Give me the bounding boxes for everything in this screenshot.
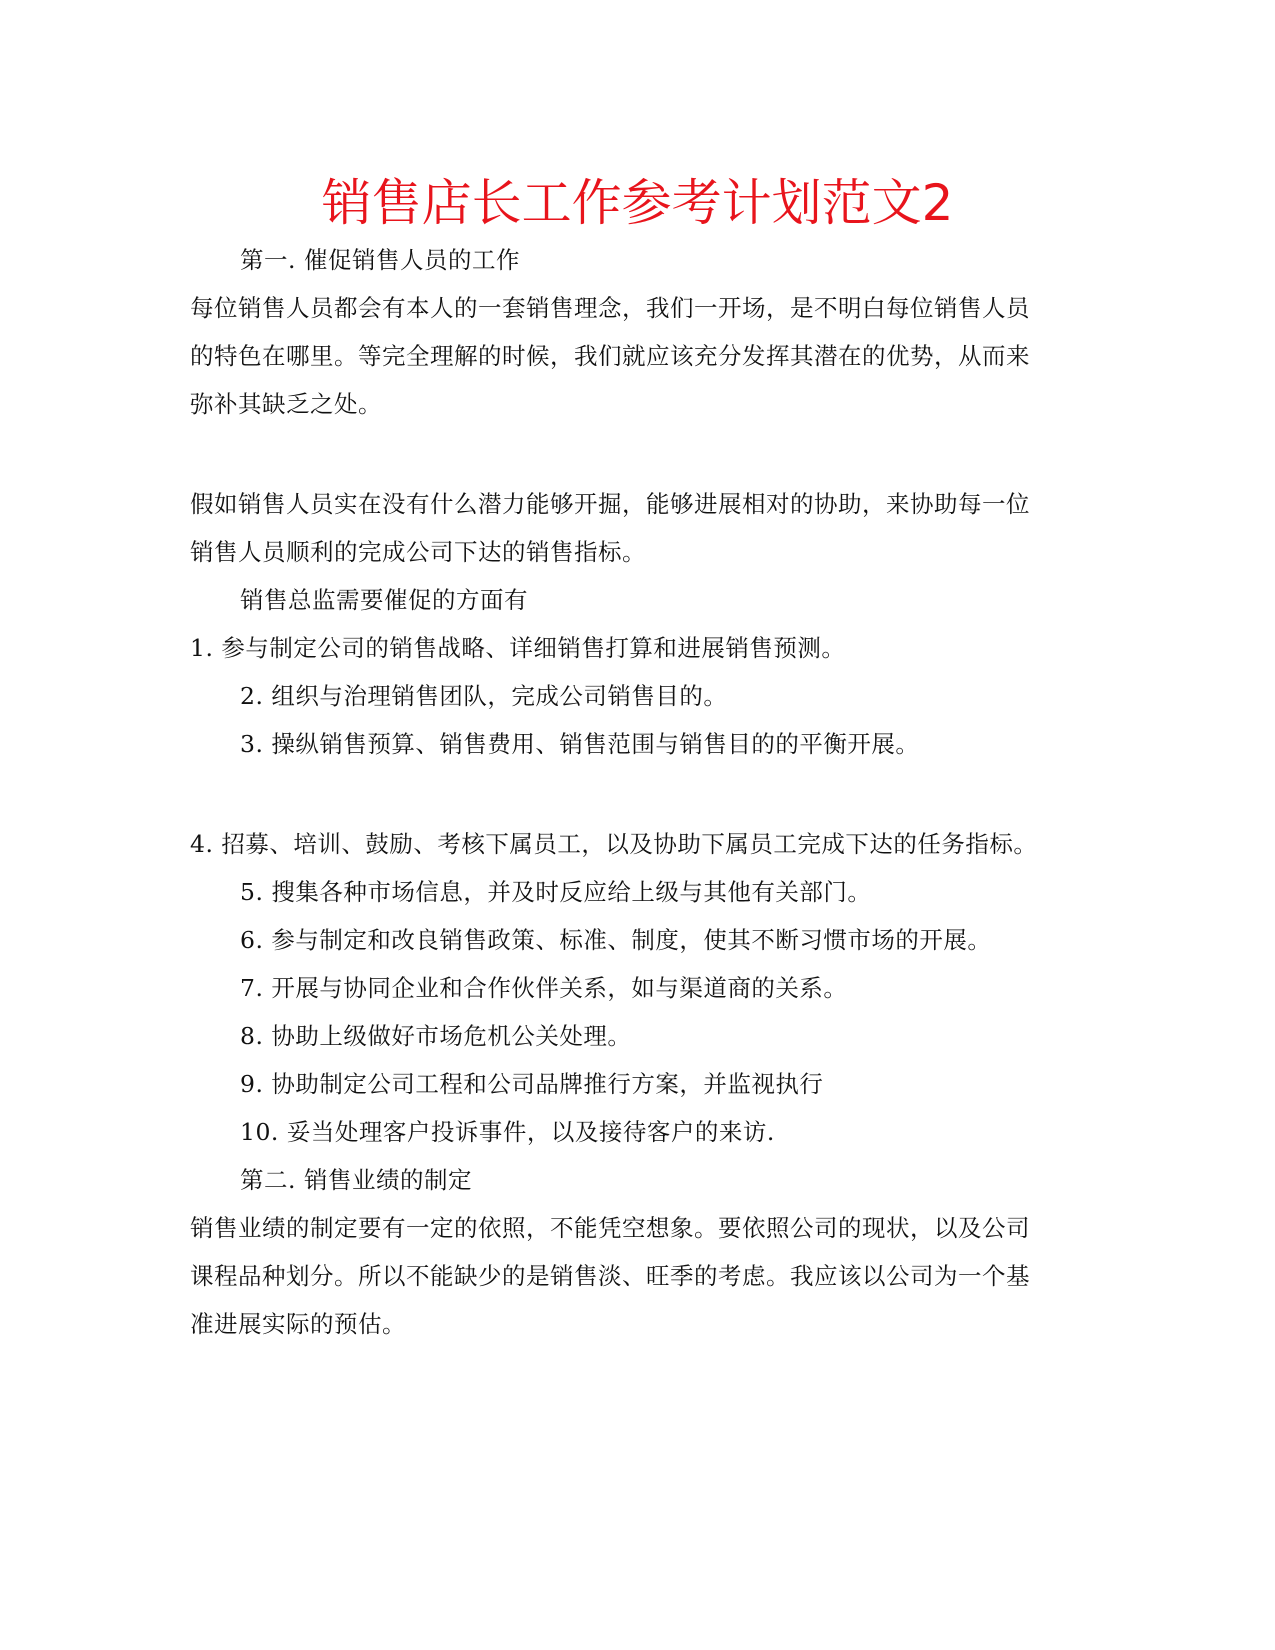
list-item: 8. 协助上级做好市场危机公关处理。: [240, 1022, 632, 1050]
list-item: 2. 组织与治理销售团队，完成公司销售目的。: [240, 682, 728, 710]
paragraph-line: 每位销售人员都会有本人的一套销售理念，我们一开场，是不明白每位销售人员: [190, 294, 1030, 322]
paragraph-line: 销售人员顺利的完成公司下达的销售指标。: [190, 538, 646, 566]
list-item: 5. 搜集各种市场信息，并及时反应给上级与其他有关部门。: [240, 878, 872, 906]
list-item: 4. 招募、培训、鼓励、考核下属员工，以及协助下属员工完成下达的任务指标。: [190, 830, 1038, 858]
paragraph-line: 课程品种划分。所以不能缺少的是销售淡、旺季的考虑。我应该以公司为一个基: [190, 1262, 1030, 1290]
section-heading-1: 第一. 催促销售人员的工作: [240, 246, 520, 274]
list-item: 9. 协助制定公司工程和公司品牌推行方案，并监视执行: [240, 1070, 824, 1098]
paragraph-line: 销售总监需要催促的方面有: [240, 586, 528, 614]
paragraph-line: 销售业绩的制定要有一定的依照，不能凭空想象。要依照公司的现状，以及公司: [190, 1214, 1030, 1242]
paragraph-line: 的特色在哪里。等完全理解的时候，我们就应该充分发挥其潜在的优势，从而来: [190, 342, 1030, 370]
list-item: 1. 参与制定公司的销售战略、详细销售打算和进展销售预测。: [190, 634, 846, 662]
section-heading-2: 第二. 销售业绩的制定: [240, 1166, 472, 1194]
list-item: 3. 操纵销售预算、销售费用、销售范围与销售目的的平衡开展。: [240, 730, 920, 758]
paragraph-line: 弥补其缺乏之处。: [190, 390, 382, 418]
paragraph-line: 准进展实际的预估。: [190, 1310, 406, 1338]
list-item: 6. 参与制定和改良销售政策、标准、制度，使其不断习惯市场的开展。: [240, 926, 992, 954]
document-title: 销售店长工作参考计划范文2: [321, 174, 954, 232]
list-item: 7. 开展与协同企业和合作伙伴关系，如与渠道商的关系。: [240, 974, 848, 1002]
list-item: 10. 妥当处理客户投诉事件，以及接待客户的来访.: [240, 1118, 775, 1146]
paragraph-line: 假如销售人员实在没有什么潜力能够开掘，能够进展相对的协助，来协助每一位: [190, 490, 1030, 518]
